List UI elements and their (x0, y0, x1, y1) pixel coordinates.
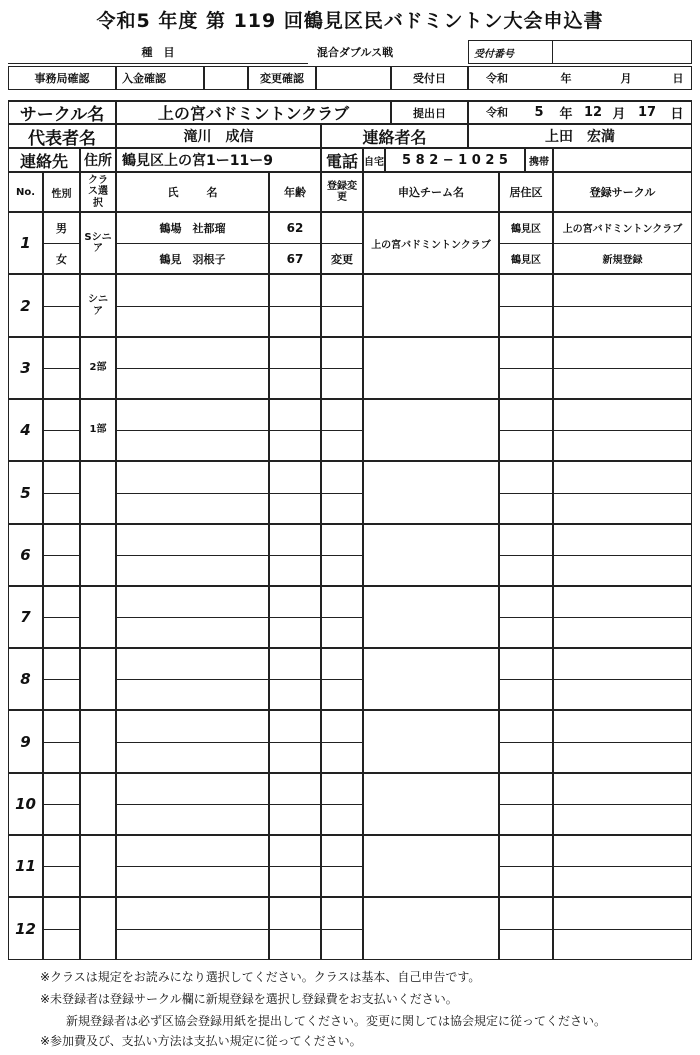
row-divider (116, 617, 269, 618)
entry-4-team-cell[interactable] (363, 399, 499, 461)
change-confirm-label: 変更確認 (248, 66, 316, 90)
player-circle: 新規登録 (602, 255, 643, 266)
entry-number: 3 (20, 359, 31, 377)
header-team: 申込チーム名 (363, 172, 499, 212)
row-divider (43, 804, 80, 805)
row-divider (321, 430, 363, 431)
row-divider (116, 866, 269, 867)
row-divider (321, 866, 363, 867)
header-sex: 性別 (43, 172, 80, 212)
entry-2-team-cell[interactable] (363, 274, 499, 337)
player-sex: 男 (56, 221, 67, 235)
row-divider (499, 306, 553, 307)
row-divider (321, 617, 363, 618)
header-reg-circle: 登録サークル (553, 172, 692, 212)
entry-number: 9 (20, 732, 31, 751)
received-era: 令和 (486, 72, 508, 85)
received-day-unit: 日 (672, 72, 684, 85)
received-year-unit: 年 (560, 72, 572, 85)
submit-day: 17 (637, 104, 657, 120)
row-divider (553, 555, 692, 556)
entry-number: 5 (20, 483, 31, 502)
row-divider (269, 742, 321, 743)
row-divider (43, 866, 80, 867)
home-label: 自宅 (363, 148, 385, 172)
representative-value: 滝川 成信 (116, 124, 321, 148)
row-divider (116, 742, 269, 743)
entry-7-class-cell[interactable] (80, 586, 116, 648)
office-label: 事務局確認 (8, 66, 116, 90)
entry-number: 7 (20, 608, 31, 626)
row-divider (499, 430, 553, 431)
row-divider (553, 742, 692, 743)
representative-label: 代表者名 (8, 124, 116, 148)
note-4: ※参加費及び、支払い方法は支払い規定に従ってください。 (40, 1034, 362, 1048)
row-divider (499, 679, 553, 680)
entry-number: 4 (20, 421, 31, 439)
row-divider (43, 555, 80, 556)
row-divider (499, 617, 553, 618)
contact-person-label: 連絡者名 (321, 124, 468, 148)
row-divider (43, 679, 80, 680)
row-divider (499, 742, 553, 743)
submit-month: 12 (583, 104, 603, 120)
row-divider (116, 493, 269, 494)
received-date-label: 受付日 (391, 66, 468, 90)
player-name: 鶴見 羽根子 (159, 252, 226, 266)
row-divider (43, 306, 80, 307)
row-divider (269, 306, 321, 307)
row-divider (269, 679, 321, 680)
change-confirm-field[interactable] (316, 66, 391, 90)
entry-number: 6 (20, 546, 31, 564)
entry-11-class-cell[interactable] (80, 835, 116, 897)
payment-field[interactable] (204, 66, 248, 90)
row-divider (269, 368, 321, 369)
note-3: 新規登録者は必ず区協会登録用紙を提出してください。変更に関しては協会規定に従ってください。 (66, 1014, 607, 1028)
row-divider (499, 493, 553, 494)
row-divider (269, 555, 321, 556)
row-divider (553, 866, 692, 867)
player-circle: 上の宮バドミントンクラブ (562, 224, 683, 235)
row-divider (116, 929, 269, 930)
event-value: 混合ダブルス戦 (316, 46, 394, 59)
entry-5-team-cell[interactable] (363, 461, 499, 524)
entry-class: 1部 (89, 424, 107, 436)
address-value: 鶴見区上の宮1ー11ー9 (116, 148, 321, 172)
row-divider (553, 617, 692, 618)
contact-label: 連絡先 (8, 148, 80, 172)
player-change (321, 212, 363, 243)
receipt-no-label: 受付番号 (468, 40, 553, 64)
header-reg-change: 登録変更 (321, 172, 363, 212)
entry-8-class-cell[interactable] (80, 648, 116, 710)
event-label: 種 目 (8, 40, 308, 64)
player-area: 鶴見区 (511, 224, 541, 235)
circle-label: サークル名 (8, 100, 116, 124)
entry-number: 2 (20, 296, 31, 315)
row-divider (553, 306, 692, 307)
header-class: クラス選択 (80, 172, 116, 212)
row-divider (269, 804, 321, 805)
header-no: No. (8, 172, 43, 212)
entry-number: 10 (15, 795, 36, 813)
row-divider (321, 555, 363, 556)
receipt-no-field[interactable] (552, 40, 692, 64)
entry-6-class-cell[interactable] (80, 524, 116, 586)
row-divider (269, 617, 321, 618)
row-divider (43, 493, 80, 494)
row-divider (116, 804, 269, 805)
entry-7-team-cell[interactable] (363, 586, 499, 648)
row-divider (553, 493, 692, 494)
entry-number: 1 (20, 234, 31, 252)
row-divider (499, 929, 553, 930)
entry-team: 上の宮バドミントンクラブ (371, 239, 491, 251)
row-divider (553, 929, 692, 930)
row-divider (269, 929, 321, 930)
row-divider (321, 804, 363, 805)
row-divider (553, 430, 692, 431)
submit-day-unit: 日 (670, 106, 684, 122)
mobile-label: 携帯 (525, 148, 553, 172)
row-divider (43, 368, 80, 369)
address-label: 住所 (80, 148, 116, 172)
home-phone-value: 5 8 2 − 1 0 2 5 (385, 148, 525, 172)
row-divider (499, 555, 553, 556)
row-divider (116, 430, 269, 431)
entry-10-class-cell[interactable] (80, 773, 116, 835)
header-area: 居住区 (499, 172, 553, 212)
entry-11-team-cell[interactable] (363, 835, 499, 897)
submit-era: 令和 (486, 106, 508, 119)
entry-class: シニア (88, 294, 108, 317)
row-divider (43, 430, 80, 431)
entry-number: 11 (15, 857, 36, 875)
payment-label: 入金確認 (116, 66, 204, 90)
row-divider (321, 742, 363, 743)
note-2: ※未登録者は登録サークル欄に新規登録を選択し登録費をお支払いください。 (40, 992, 458, 1006)
row-divider (499, 804, 553, 805)
entry-number: 8 (20, 670, 31, 688)
header-name (116, 172, 269, 212)
entry-5-class-cell[interactable] (80, 461, 116, 524)
row-divider (499, 866, 553, 867)
circle-value: 上の宮バドミントンクラブ (116, 100, 391, 124)
row-divider (321, 493, 363, 494)
entry-8-team-cell[interactable] (363, 648, 499, 710)
entry-3-team-cell[interactable] (363, 337, 499, 399)
submit-year-unit: 年 (559, 106, 573, 122)
player-age: 67 (286, 251, 304, 266)
row-divider (116, 679, 269, 680)
row-divider (321, 368, 363, 369)
row-divider (321, 679, 363, 680)
row-divider (553, 679, 692, 680)
note-1: ※クラスは規定をお読みになり選択してください。クラスは基本、自己申告です。 (40, 970, 481, 984)
phone-label: 電話 (321, 148, 363, 172)
mobile-phone-field[interactable] (553, 148, 692, 172)
player-change: 変更 (331, 252, 353, 266)
submit-date-label: 提出日 (391, 100, 468, 124)
row-divider (269, 493, 321, 494)
header-name-given: 名 (206, 186, 218, 199)
row-divider (116, 555, 269, 556)
received-month-unit: 月 (620, 72, 632, 85)
submit-month-unit: 月 (612, 106, 626, 122)
row-divider (43, 617, 80, 618)
row-divider (43, 929, 80, 930)
row-divider (553, 368, 692, 369)
entry-6-team-cell[interactable] (363, 524, 499, 586)
contact-person-value: 上田 宏満 (468, 124, 692, 148)
form-title: 令和5 年度 第 119 回鶴見区民バドミントン大会申込書 (96, 10, 604, 32)
entry-9-team-cell[interactable] (363, 710, 499, 773)
entry-number: 12 (15, 919, 36, 938)
entry-9-class-cell[interactable] (80, 710, 116, 773)
entry-12-team-cell[interactable] (363, 897, 499, 960)
player-name: 鶴場 社都瑠 (159, 221, 226, 235)
entry-12-class-cell[interactable] (80, 897, 116, 960)
row-divider (43, 742, 80, 743)
row-divider (321, 929, 363, 930)
row-divider (269, 866, 321, 867)
entry-10-team-cell[interactable] (363, 773, 499, 835)
row-divider (116, 306, 269, 307)
row-divider (269, 430, 321, 431)
entry-class: Sシニア (84, 231, 112, 254)
submit-year: 5 (534, 104, 544, 120)
header-name-family: 氏 (167, 186, 179, 199)
player-sex: 女 (56, 252, 67, 266)
row-divider (321, 306, 363, 307)
row-divider (553, 804, 692, 805)
player-area: 鶴見区 (511, 255, 541, 266)
row-divider (499, 368, 553, 369)
header-age: 年齢 (269, 172, 321, 212)
entry-class: 2部 (89, 362, 107, 374)
player-age: 62 (286, 220, 304, 235)
row-divider (116, 368, 269, 369)
